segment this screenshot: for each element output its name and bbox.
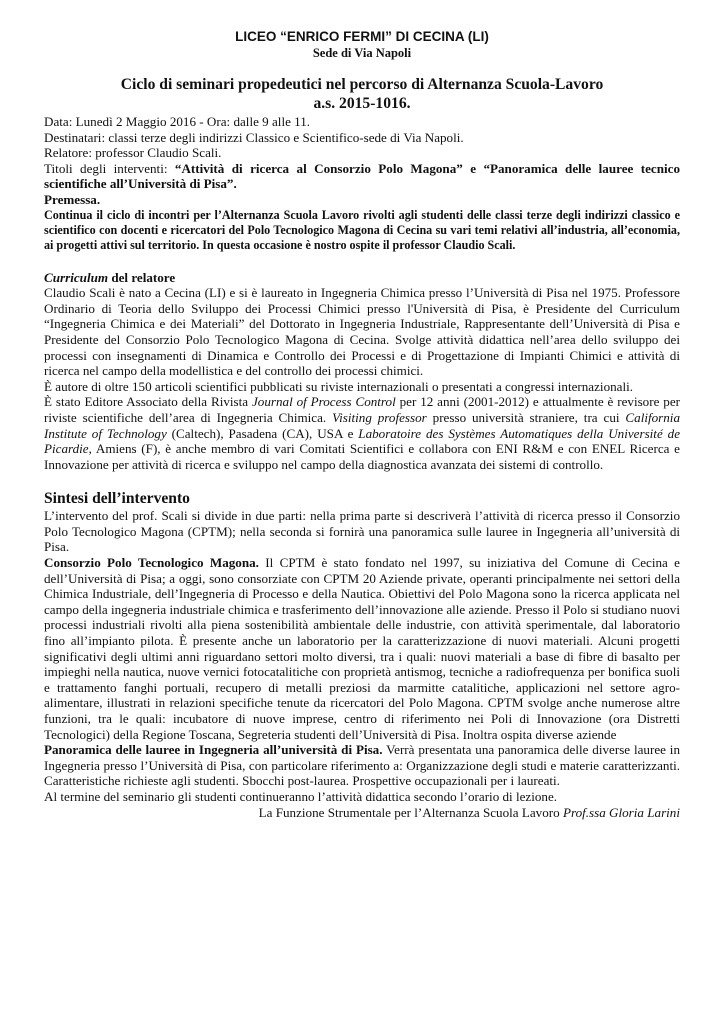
lauree-text: Verrà presentata una panoramica delle diverse lauree in Ingegneria presso l’Università di Pisa, con particolare riferimento a: Organizzazione degli studi e materie caratterizzanti. Caratteristiche richieste agli studenti. Sbocchi post-laurea. Prospettive occupazionali per i laureati. — [44, 742, 680, 789]
cptm-text: Il CPTM è stato fondato nel 1997, su iniziativa del Comune di Cecina e dell’Università di Pisa; a oggi, sono consorziate con CPTM 20 Aziende private, operanti principalmente nei settori della Chimica Industriale, dell’Ingegneria di Processo e della Nautica. Obiettivi del Polo Magona sono la ricerca applicata nel campo della ingegneria industriale chimica e trasferimento dell’innovazione alle aziende. Presso il Polo si studiano nuovi processi industriali rivolti alla piena sostenibilità ambientale delle industrie, con attività sperimentale, dal laboratorio fino all’impianto pilota. È presente anche un laboratorio per la caratterizzazione di nuovi materiali. Alcuni progetti significativi degli ultimi anni riguardano settori molto diversi, tra i quali: nuovi materiali a base di fibre di basalto per impieghi nella nautica, nuove vernici fotocatalitiche con proprietà antismog, tecniche a radiofrequenza per bonifica suoli e trattamento fanghi portuali, recupero di metalli preziosi da marmitte catalitiche, applicazioni nel settore agro-alimentare, illustrati in relazioni specifiche tenute da ricercatori del Polo Magona. CPTM svolge anche numerose altre funzioni, tra le quali: incubatore di nuove imprese, centro di riferimento nei Poli di Innovazione (ora Distretti Tecnologici) della Regione Toscana, Segreteria studenti dell’Università di Pisa. Inoltra ospita diverse aziende — [44, 555, 680, 742]
caltech-name: California Institute of Technology — [44, 409, 680, 441]
sintesi-heading: Sintesi dell’intervento — [44, 490, 190, 508]
curriculum-heading — [44, 270, 680, 286]
lauree-paragraph — [44, 742, 680, 789]
curriculum-heading-italic: Curriculum — [44, 269, 109, 285]
curriculum-p3-b: per 12 anni (2001-2012) e attualmente è revisore per riviste scientifiche dell’area di Ingegneria Chimica. — [44, 394, 680, 425]
curriculum-p3-e: , Amiens (F), è anche membro di vari Comitati Scientifici e collabora con ENI R&M e con ENEL Ricerca e Innovazione per attività di ricerca e sviluppo nel campo della diagnostica avanzata dei sistemi di controllo. — [44, 441, 680, 472]
curriculum-heading-rest: del relatore — [108, 269, 176, 285]
titles-label: Titoli degli interventi: — [44, 160, 175, 176]
curriculum-p3-c: presso università straniere, tra cui — [426, 409, 626, 425]
journal-name: Journal of Process Control — [251, 394, 396, 410]
titles-value: “Attività di ricerca al Consorzio Polo Magona” e “Panoramica delle lauree tecnico scientifiche all’Università di Pisa”. — [44, 160, 681, 192]
laboratoire-name: Laboratoire des Systèmes Automatiques della Université de Picardie — [44, 425, 681, 457]
title-line-2: a.s. 2015-1016. — [313, 95, 411, 112]
signature — [44, 805, 680, 821]
premessa-heading: Premessa. — [44, 191, 101, 207]
seminar-audience: Destinatari: classi terze degli indirizzi Classico e Scientifico-sede di Via Napoli. — [44, 129, 464, 145]
document-title — [44, 75, 680, 113]
signature-name: Prof.ssa Gloria Larini — [562, 804, 680, 820]
school-sede: Sede di Via Napoli — [312, 46, 412, 60]
sintesi-intro: L’intervento del prof. Scali si divide in due parti: nella prima parte si descriverà l’attività di ricerca presso il Consorzio Polo Tecnologico Magona (CPTM); nella seconda si fornirà una panoramica sulle lauree in Ingegneria all’università di Pisa. — [44, 508, 680, 555]
curriculum-p3-d: (Caltech), Pasadena (CA), USA e — [166, 425, 359, 441]
curriculum-p3-a: È stato Editore Associato della Rivista — [44, 394, 252, 410]
cptm-paragraph — [44, 555, 680, 742]
cptm-heading: Consorzio Polo Tecnologico Magona. — [44, 555, 259, 571]
lauree-heading: Panoramica delle lauree in Ingegneria all’università di Pisa. — [44, 742, 383, 758]
curriculum-paragraph-2: È autore di oltre 150 articoli scientifici pubblicati su riviste internazionali o presentati a congressi internazionali. — [44, 378, 634, 394]
seminar-titles — [44, 161, 680, 192]
signature-role: La Funzione Strumentale per l’Alternanza Scuola Lavoro — [258, 804, 563, 820]
closing-note: Al termine del seminario gli studenti continueranno l’attività didattica secondo l’orario di lezione. — [44, 788, 558, 804]
curriculum-paragraph-1: Claudio Scali è nato a Cecina (LI) e si è laureato in Ingegneria Chimica presso l’Università di Pisa nel 1975. Professore Ordinario di Teoria dello Sviluppo dei Processi Chimici presso l'Università di Pisa, è Presidente del Curriculum “Ingegneria Chimica e dei Materiali” del Dottorato in Ingegneria Industriale, Rappresentante dell’Università di Pisa e Presidente del Consorzio Polo Tecnologico Magona di Cecina. Svolge attività didattica nell’area dello sviluppo dei processi con insegnamenti di Dinamica e Controllo dei Processi e di Progettazione di Impianti Chimici e attività di ricerca nel campo della modellistica e del controllo dei processi chimici. — [44, 285, 680, 379]
seminar-details — [44, 114, 680, 192]
visiting-professor: Visiting professor — [332, 409, 427, 425]
curriculum-paragraph-3 — [44, 394, 680, 472]
seminar-date: Data: Lunedì 2 Maggio 2016 - Ora: dalle 9 alle 11. — [44, 114, 311, 129]
premessa-text: Continua il ciclo di incontri per l’Alternanza Scuola Lavoro rivolti agli studenti delle classi terze degli indirizzi classico e scientifico con docenti e ricercatori del Polo Tecnologico Magona di Cecina su vari temi relativi all’industria, all’economia, ai progetti attivi sul territorio. In questa occasione è nostro ospite il professor Claudio Scali. — [44, 207, 680, 252]
school-name: LICEO “ENRICO FERMI” DI CECINA (LI) — [235, 29, 489, 44]
title-line-1: Ciclo di seminari propedeutici nel percorso di Alternanza Scuola-Lavoro — [120, 76, 604, 93]
seminar-speaker: Relatore: professor Claudio Scali. — [44, 145, 222, 161]
